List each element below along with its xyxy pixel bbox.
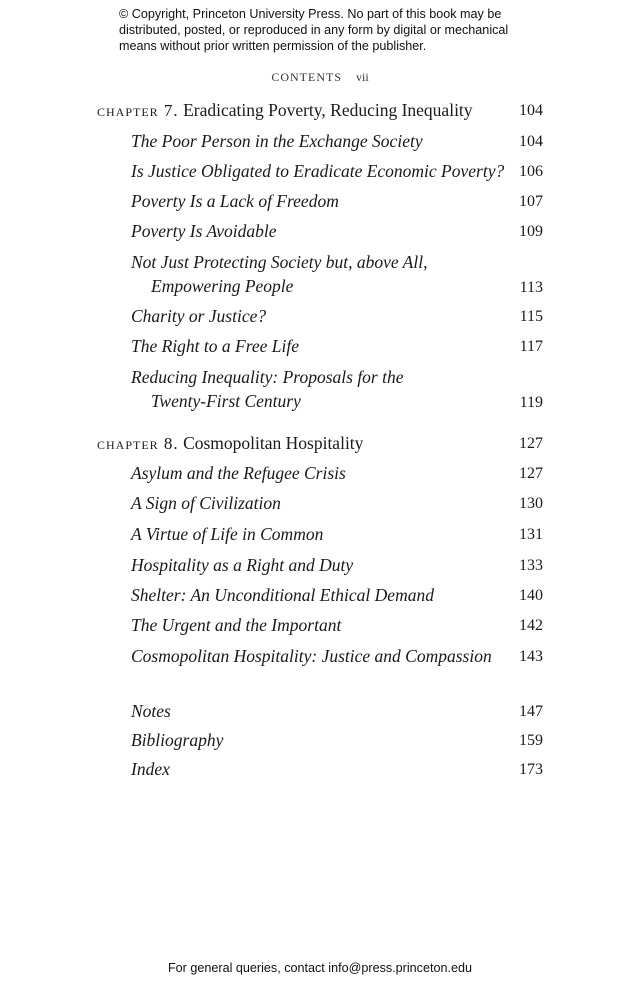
toc-entry[interactable]: Asylum and the Refugee Crisis <box>131 463 346 483</box>
copyright-notice: © Copyright, Princeton University Press. No part of this book may be distributed, posted, or reproduced in any form by digital or mechanical means without prior written permission of the publisher. <box>119 7 509 53</box>
toc-entry-bibliography[interactable]: Bibliography <box>131 730 224 750</box>
toc-entry[interactable]: The Urgent and the Important <box>131 615 342 635</box>
toc-entry[interactable]: Is Justice Obligated to Eradicate Economic Poverty? <box>131 161 505 181</box>
page-number: 127 <box>519 465 543 482</box>
chapter-label: chapter 8. <box>97 434 179 453</box>
page-number: 109 <box>519 223 543 240</box>
page-number: 113 <box>519 279 543 296</box>
toc-entry[interactable]: Reducing Inequality: Proposals for the <box>131 367 404 387</box>
chapter-title: Eradicating Poverty, Reducing Inequality <box>183 100 473 120</box>
page-number: 147 <box>519 703 543 720</box>
toc-entry[interactable]: Poverty Is Avoidable <box>131 221 277 241</box>
toc-entry-continuation[interactable]: Empowering People <box>151 276 294 296</box>
toc-entry[interactable]: Cosmopolitan Hospitality: Justice and Compassion <box>131 646 492 666</box>
chapter-label: chapter 7. <box>97 101 179 120</box>
page-number: 142 <box>519 617 543 634</box>
toc-entry-notes[interactable]: Notes <box>131 701 171 721</box>
toc-entry-continuation[interactable]: Twenty-First Century <box>151 391 301 411</box>
page-number: 131 <box>519 526 543 543</box>
toc-entry[interactable]: The Right to a Free Life <box>131 336 300 356</box>
footer-contact: For general queries, contact info@press.princeton.edu <box>167 961 472 975</box>
page-number: 117 <box>519 338 543 355</box>
page-number: 143 <box>519 648 543 665</box>
toc-chapter-heading[interactable] <box>97 98 473 123</box>
toc-entry[interactable]: Shelter: An Unconditional Ethical Demand <box>131 585 434 605</box>
toc-entry[interactable]: Hospitality as a Right and Duty <box>131 555 354 575</box>
toc-chapter-heading[interactable] <box>97 431 363 456</box>
toc-entry[interactable]: A Virtue of Life in Common <box>131 524 324 544</box>
page-number: 173 <box>519 761 543 778</box>
running-head-page: vii <box>356 70 369 84</box>
running-head <box>0 66 640 86</box>
page-number: 106 <box>519 163 543 180</box>
page-number: 104 <box>519 102 543 119</box>
toc-entry-index[interactable]: Index <box>131 759 170 779</box>
toc-entry[interactable]: Poverty Is a Lack of Freedom <box>131 191 339 211</box>
page-number: 130 <box>519 495 543 512</box>
toc-entry[interactable]: The Poor Person in the Exchange Society <box>131 131 423 151</box>
page-number: 107 <box>519 193 543 210</box>
page-number: 119 <box>519 394 543 411</box>
running-head-label: contents <box>271 66 342 85</box>
page-number: 127 <box>519 435 543 452</box>
toc-entry[interactable]: A Sign of Civilization <box>131 493 281 513</box>
page-number: 140 <box>519 587 543 604</box>
page-number: 159 <box>519 732 543 749</box>
toc-entry[interactable]: Not Just Protecting Society but, above All, <box>131 252 428 272</box>
page-number: 115 <box>519 308 543 325</box>
toc-entry[interactable]: Charity or Justice? <box>131 306 267 326</box>
chapter-title: Cosmopolitan Hospitality <box>183 433 364 453</box>
page-number: 104 <box>519 133 543 150</box>
page-number: 133 <box>519 557 543 574</box>
